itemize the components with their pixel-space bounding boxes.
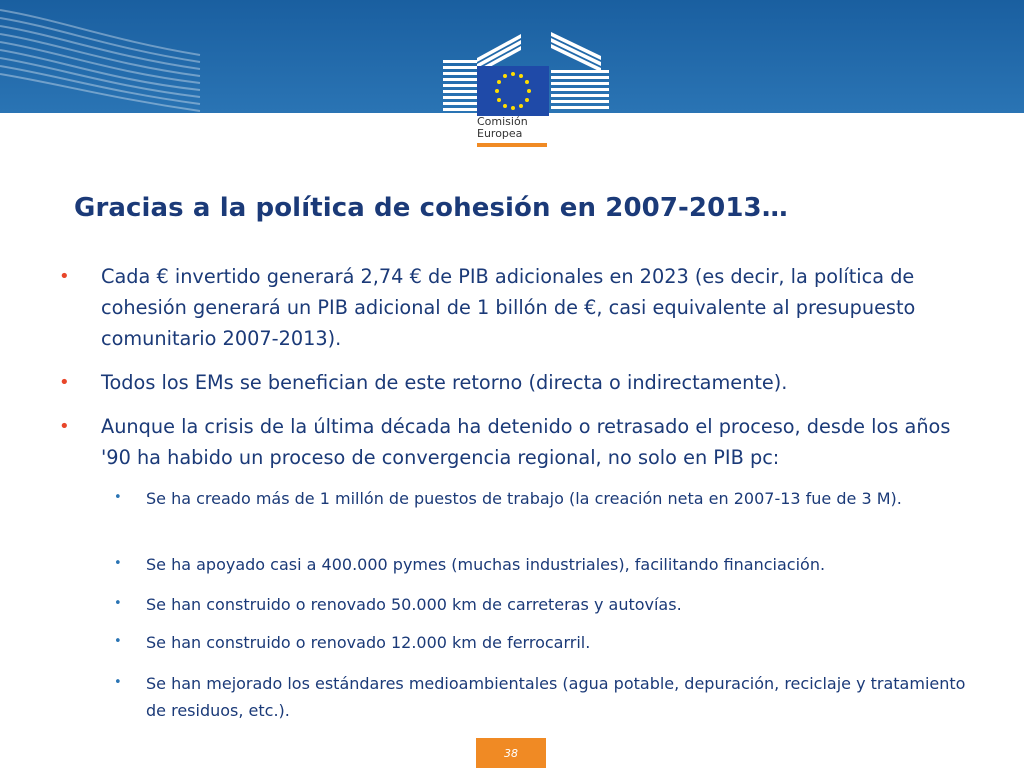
logo-label — [477, 116, 567, 140]
bullet-dot-icon: • — [114, 596, 122, 611]
bullet-dot-icon: • — [59, 372, 70, 393]
sub-bullet-text: Se han mejorado los estándares medioambientales (agua potable, depuración, reciclaje y tratamiento de residuos, etc.). — [146, 674, 966, 720]
bullet-dot-icon: • — [114, 490, 122, 505]
sub-bullet-text: Se han construido o renovado 50.000 km de carreteras y autovías. — [146, 595, 682, 614]
page-number-box — [476, 738, 546, 768]
bullet-text: Cada € invertido generará 2,74 € de PIB adicionales en 2023 (es decir, la política de cohesión generará un PIB adicional de 1 billón de €, casi equivalente al presupuesto comunitario 2007-2013). — [101, 265, 916, 350]
sub-bullet-text: Se ha apoyado casi a 400.000 pymes (muchas industriales), facilitando financiación. — [146, 555, 826, 574]
bullet-dot-icon: • — [114, 675, 122, 690]
bullet-text: Aunque la crisis de la última década ha detenido o retrasado el proceso, desde los años '90 ha habido un proceso de convergencia regional, no solo en PIB pc: — [101, 415, 951, 469]
logo-text-line2: Europea — [477, 127, 523, 140]
sub-bullet-text: Se han construido o renovado 12.000 km de ferrocarril. — [146, 633, 591, 652]
logo-text-line1: Comisión — [477, 115, 528, 128]
bullet-dot-icon: • — [59, 266, 70, 287]
bullet-dot-icon: • — [114, 556, 122, 571]
sub-bullet-text: Se ha creado más de 1 millón de puestos de trabajo (la creación neta en 2007-13 fue de 3 M). — [146, 489, 902, 508]
page-number: 38 — [504, 746, 518, 760]
logo-underline — [477, 143, 547, 147]
bullet-dot-icon: • — [59, 416, 70, 437]
slide-title: Gracias a la política de cohesión en 2007-2013… — [74, 193, 788, 223]
bullet-dot-icon: • — [114, 634, 122, 649]
bullet-text: Todos los EMs se benefician de este retorno (directa o indirectamente). — [101, 371, 788, 394]
